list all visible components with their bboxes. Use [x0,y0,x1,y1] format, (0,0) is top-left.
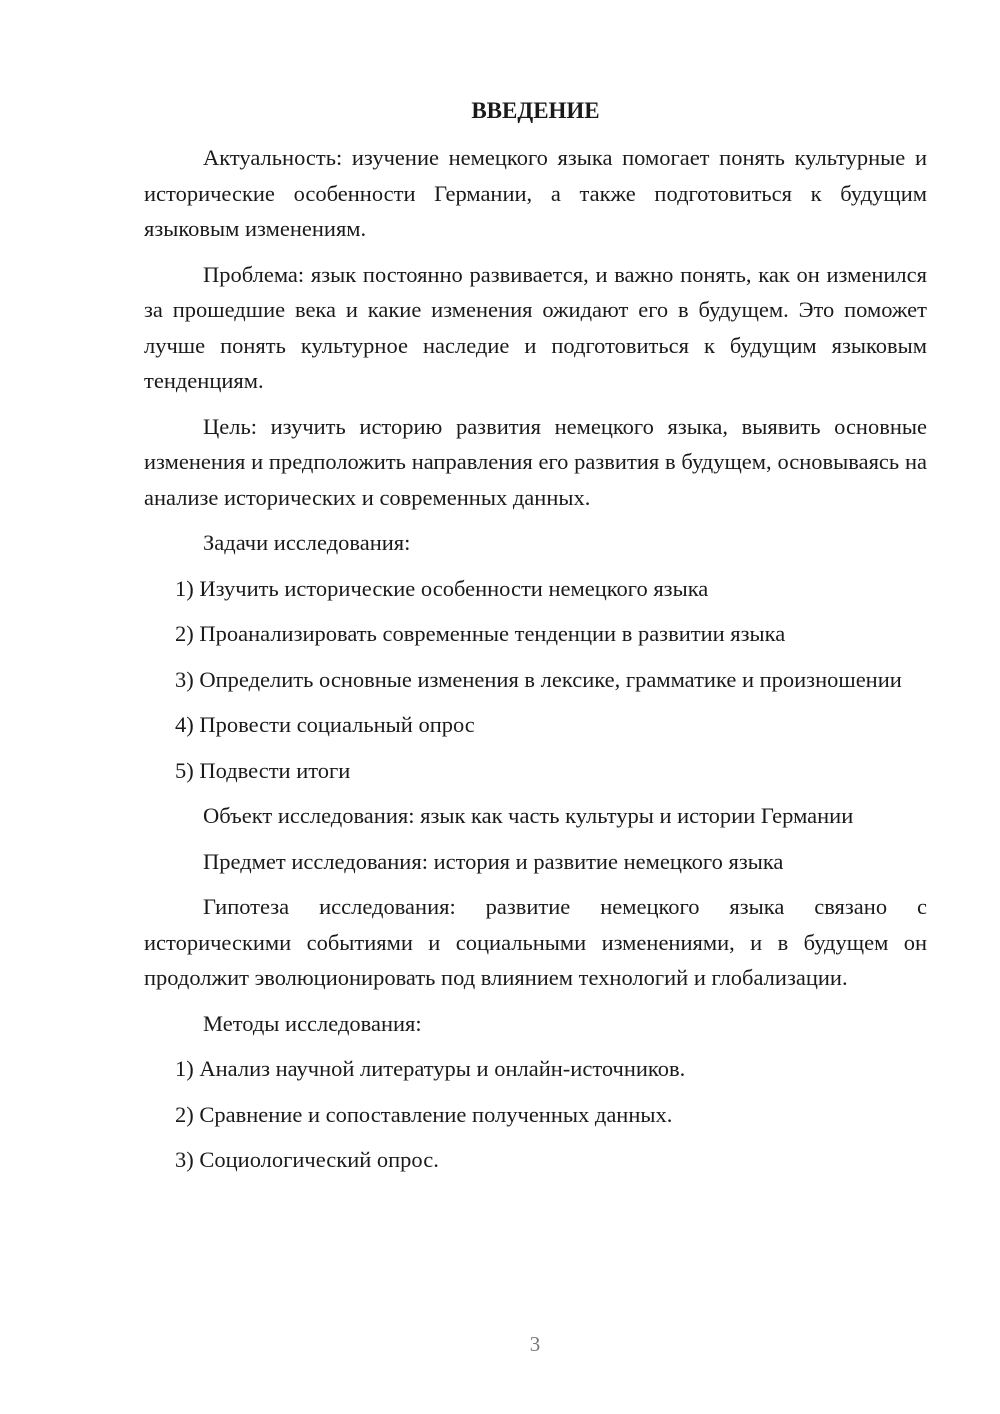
page-number: 3 [529,1332,541,1356]
method-item-1: 1) Анализ научной литературы и онлайн-источников. [175,1056,686,1081]
task-item-4: 4) Провести социальный опрос [175,712,475,737]
page-content [144,96,927,1178]
methods-heading: Методы исследования: [203,1010,422,1036]
tasks-heading: Задачи исследования: [203,530,411,555]
task-item-2: 2) Проанализировать современные тенденции в развитии языка [175,621,786,646]
paragraph-actuality: Актуальность: изучение немецкого языка помогает понять культурные и исторические особенности Германии, а также подготовиться к будущим языковым изменениям. [144,145,927,241]
paragraph-problem: Проблема: язык постоянно развивается, и важно понять, как он изменился за прошедшие века и какие изменения ожидают его в будущем. Это поможет лучше понять культурное наследие и подготовиться к будущим языковым тенденциям. [144,261,927,393]
task-item-3: 3) Определить основные изменения в лексике, грамматике и произношении [175,666,902,692]
page-title: ВВЕДЕНИЕ [471,98,600,123]
task-item-1: 1) Изучить исторические особенности немецкого языка [175,575,709,601]
method-item-2: 2) Сравнение и сопоставление полученных данных. [175,1101,673,1127]
method-item-3: 3) Социологический опрос. [175,1147,439,1172]
paragraph-hypothesis: Гипотеза исследования: развитие немецкого языка связано с историческими событиями и социальными изменениями, и в будущем он продолжит эволюционировать под влиянием технологий и глобализации. [144,894,927,990]
paragraph-object: Объект исследования: язык как часть культуры и истории Германии [203,803,854,828]
paragraph-goal: Цель: изучить историю развития немецкого языка, выявить основные изменения и предположить направления его развития в будущем, основываясь на анализе исторических и современных данных. [144,413,927,510]
paragraph-subject: Предмет исследования: история и развитие немецкого языка [203,848,784,874]
task-item-5: 5) Подвести итоги [175,757,351,783]
